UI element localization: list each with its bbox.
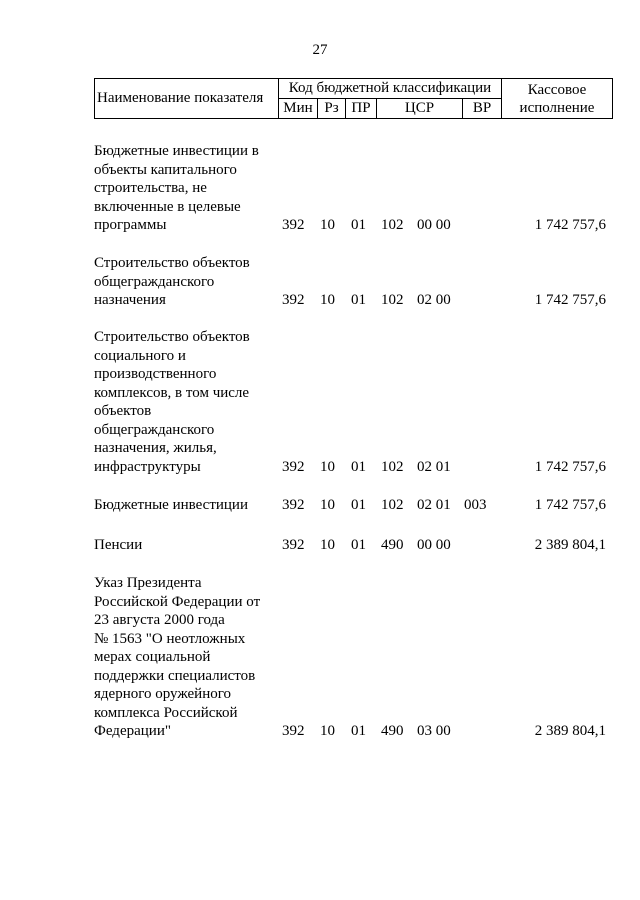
row-name-line: общегражданского [94,421,215,438]
row-name-line: назначения [94,292,166,308]
row-name-line: инфраструктуры [94,458,201,475]
header-kass-line1: Кассовое [527,81,587,98]
cell-pr: 01 [351,217,366,233]
header-csr: ЦСР [377,99,463,119]
cell-vr: 003 [464,497,487,513]
row-name-line: социального и [94,347,186,364]
header-min: Мин [279,99,318,119]
cell-pr: 01 [351,458,366,475]
page-number: 27 [312,42,328,58]
cell-rz: 10 [320,497,335,513]
row-codes [0,536,640,555]
cell-pr: 01 [351,723,366,739]
header-pr: ПР [346,99,377,119]
cell-pr: 01 [351,537,366,553]
cell-csr-part2: 02 01 [417,458,451,475]
cell-min: 392 [282,497,305,513]
row-name-line: строительства, не [94,180,207,196]
row-name-line: общегражданского [94,273,215,290]
table-header [94,78,613,119]
table-row [0,574,640,741]
row-name-line: комплекса Российской [94,704,238,721]
table-row [0,142,640,235]
row-codes [0,291,640,310]
row-name-line: Российской Федерации от [94,593,261,610]
row-name-line: Указ Президента [94,575,202,591]
cell-rz: 10 [320,217,335,233]
row-codes [0,722,640,741]
cell-rz: 10 [320,537,335,553]
row-codes [0,496,640,515]
cell-csr-part2: 02 00 [417,292,451,308]
row-name-line: комплексов, в том числе [94,384,250,401]
row-name-line: Пенсии [94,537,143,553]
row-name-line: Федерации" [94,723,171,739]
header-code-cell: Код бюджетной классификации [279,79,502,99]
cell-rz: 10 [320,292,335,308]
cell-pr: 01 [351,292,366,308]
row-name-line: мерах социальной [94,649,211,665]
cell-csr-part1: 102 [381,458,404,475]
cell-min: 392 [282,458,305,475]
row-name-line: поддержки специалистов [94,667,256,684]
cell-sum: 1 742 757,6 [534,497,606,513]
cell-csr-part1: 102 [381,217,404,233]
cell-rz: 10 [320,458,335,475]
cell-csr-part2: 00 00 [417,537,451,553]
cell-csr-part1: 490 [381,723,404,739]
table-row [0,536,640,555]
row-name-line: 23 августа 2000 года [94,612,225,628]
row-name [94,328,282,476]
cell-rz: 10 [320,723,335,739]
header-rz: Рз [318,99,346,119]
row-name-line: программы [94,217,167,233]
table-row [0,328,640,476]
row-name-line: объектов [94,403,152,419]
row-name [94,574,282,741]
cell-csr-part2: 00 00 [417,217,451,233]
row-name-line: № 1563 "О неотложных [94,630,246,647]
row-name-line: назначения, жилья, [94,440,217,456]
cell-csr-part1: 102 [381,497,404,513]
cell-min: 392 [282,217,305,233]
row-name-line: включенные в целевые [94,198,241,215]
table-row [0,496,640,515]
row-name-line: Строительство объектов [94,255,250,271]
row-codes [0,458,640,477]
header-kass-cell [502,79,613,119]
cell-sum: 2 389 804,1 [534,723,606,739]
header-name-cell: Наименование показателя [95,79,279,119]
cell-csr-part1: 490 [381,537,404,553]
cell-sum: 1 742 757,6 [534,292,606,308]
cell-sum: 2 389 804,1 [534,537,606,553]
cell-min: 392 [282,537,305,553]
row-name-line: ядерного оружейного [94,686,232,702]
row-name-line: объекты капитального [94,161,237,178]
table-row [0,254,640,310]
cell-csr-part2: 02 01 [417,497,451,513]
cell-csr-part1: 102 [381,292,404,308]
row-name-line: Строительство объектов [94,329,250,345]
row-name-line: производственного [94,366,217,382]
header-kass-line2: исполнение [519,99,595,116]
cell-sum: 1 742 757,6 [534,458,606,475]
cell-min: 392 [282,723,305,739]
row-name-line: Бюджетные инвестиции [94,497,248,513]
cell-min: 392 [282,292,305,308]
header-vr: ВР [463,99,502,119]
row-name-line: Бюджетные инвестиции в [94,143,259,159]
cell-sum: 1 742 757,6 [534,217,606,233]
cell-pr: 01 [351,497,366,513]
row-codes [0,216,640,235]
cell-csr-part2: 03 00 [417,723,451,739]
